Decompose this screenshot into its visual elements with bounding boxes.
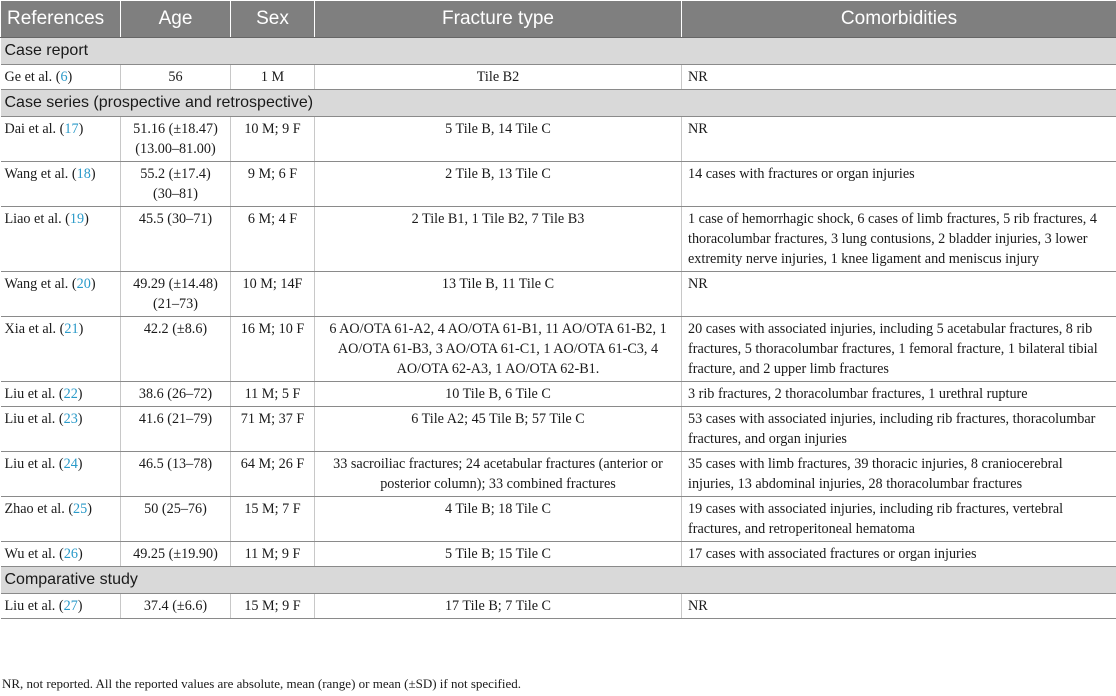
reference-cell <box>1 542 121 567</box>
fracture-type-cell: 2 Tile B1, 1 Tile B2, 7 Tile B3 <box>315 207 682 272</box>
header-sex: Sex <box>231 1 315 38</box>
header-comorbidities: Comorbidities <box>682 1 1116 38</box>
comorbidities-cell: NR <box>682 272 1116 317</box>
citation-link[interactable]: 17 <box>64 121 79 137</box>
table-footnote: NR, not reported. All the reported values are absolute, mean (range) or mean (±SD) if not specified. <box>2 676 522 691</box>
age-cell: 42.2 (±8.6) <box>121 317 231 382</box>
reference-author: Wang et al. ( <box>4 276 77 292</box>
section-row <box>1 38 1116 65</box>
reference-close-paren: ) <box>90 276 96 292</box>
age-cell: 49.29 (±14.48) (21–73) <box>121 272 231 317</box>
sex-cell: 9 M; 6 F <box>231 162 315 207</box>
table-row <box>1 407 1116 452</box>
age-cell: 50 (25–76) <box>121 497 231 542</box>
sex-cell: 15 M; 7 F <box>231 497 315 542</box>
table-row <box>1 117 1116 162</box>
citation-link[interactable]: 22 <box>63 386 78 402</box>
fracture-type-cell: 2 Tile B, 13 Tile C <box>315 162 682 207</box>
reference-author: Liu et al. ( <box>4 598 64 614</box>
reference-author: Liu et al. ( <box>4 386 64 402</box>
reference-author: Wang et al. ( <box>4 166 77 182</box>
citation-link[interactable]: 6 <box>60 69 68 85</box>
citation-link[interactable]: 23 <box>63 411 78 427</box>
table-row <box>1 207 1116 272</box>
reference-author: Ge et al. ( <box>4 69 61 85</box>
fracture-type-cell: 6 Tile A2; 45 Tile B; 57 Tile C <box>315 407 682 452</box>
sex-cell: 1 M <box>231 65 315 90</box>
sex-cell: 15 M; 9 F <box>231 594 315 619</box>
reference-cell <box>1 272 121 317</box>
fracture-type-cell: 6 AO/OTA 61-A2, 4 AO/OTA 61-B1, 11 AO/OTA 61-B2, 1 AO/OTA 61-B3, 3 AO/OTA 61-C1, 1 AO/OTA 61-C3, 4 AO/OTA 62-A3, 1 AO/OTA 62-B1. <box>315 317 682 382</box>
fracture-type-cell: 5 Tile B; 15 Tile C <box>315 542 682 567</box>
sex-cell: 6 M; 4 F <box>231 207 315 272</box>
fracture-type-cell: 5 Tile B, 14 Tile C <box>315 117 682 162</box>
reference-cell <box>1 162 121 207</box>
age-cell: 56 <box>121 65 231 90</box>
citation-link[interactable]: 20 <box>76 276 91 292</box>
citation-link[interactable]: 26 <box>63 546 78 562</box>
header-fracture-type: Fracture type <box>315 1 682 38</box>
section-title: Case series (prospective and retrospective) <box>1 90 1116 117</box>
reference-cell <box>1 317 121 382</box>
fracture-type-cell: 33 sacroiliac fractures; 24 acetabular fractures (anterior or posterior column); 33 combined fractures <box>315 452 682 497</box>
sex-cell: 64 M; 26 F <box>231 452 315 497</box>
reference-close-paren: ) <box>90 166 96 182</box>
sex-cell: 16 M; 10 F <box>231 317 315 382</box>
fracture-type-cell: 4 Tile B; 18 Tile C <box>315 497 682 542</box>
comorbidities-cell: 35 cases with limb fractures, 39 thoracic injuries, 8 craniocerebral injuries, 13 abdominal injuries, 28 thoracolumbar fractures <box>682 452 1116 497</box>
comorbidities-cell: NR <box>682 117 1116 162</box>
reference-author: Dai et al. ( <box>4 121 65 137</box>
reference-author: Liao et al. ( <box>4 211 70 227</box>
reference-close-paren: ) <box>77 456 83 472</box>
reference-cell <box>1 497 121 542</box>
reference-cell <box>1 594 121 619</box>
citation-link[interactable]: 19 <box>69 211 85 227</box>
reference-close-paren: ) <box>78 321 84 337</box>
header-references: References <box>1 1 121 38</box>
reference-author: Liu et al. ( <box>4 456 64 472</box>
reference-close-paren: ) <box>87 501 92 517</box>
reference-cell <box>1 117 121 162</box>
section-row <box>1 90 1116 117</box>
reference-close-paren: ) <box>67 69 73 85</box>
table-row <box>1 452 1116 497</box>
table-row <box>1 594 1116 619</box>
section-title: Comparative study <box>1 567 1116 594</box>
sex-cell: 11 M; 5 F <box>231 382 315 407</box>
reference-cell <box>1 65 121 90</box>
reference-cell <box>1 407 121 452</box>
citation-link[interactable]: 25 <box>73 501 88 517</box>
comorbidities-cell: NR <box>682 65 1116 90</box>
header-age: Age <box>121 1 231 38</box>
comorbidities-cell: 19 cases with associated injuries, including rib fractures, vertebral fractures, and retroperitoneal hematoma <box>682 497 1116 542</box>
age-cell: 37.4 (±6.6) <box>121 594 231 619</box>
table-row <box>1 382 1116 407</box>
reference-close-paren: ) <box>78 121 84 137</box>
fracture-type-cell: 10 Tile B, 6 Tile C <box>315 382 682 407</box>
comorbidities-cell: NR <box>682 594 1116 619</box>
age-cell: 51.16 (±18.47) (13.00–81.00) <box>121 117 231 162</box>
table-row <box>1 65 1116 90</box>
reference-close-paren: ) <box>77 411 83 427</box>
age-cell: 46.5 (13–78) <box>121 452 231 497</box>
citation-link[interactable]: 27 <box>63 598 78 614</box>
section-title: Case report <box>1 38 1116 65</box>
reference-close-paren: ) <box>84 211 89 227</box>
reference-author: Xia et al. ( <box>4 321 65 337</box>
citation-link[interactable]: 21 <box>64 321 79 337</box>
age-cell: 38.6 (26–72) <box>121 382 231 407</box>
reference-author: Zhao et al. ( <box>4 501 74 517</box>
reference-close-paren: ) <box>78 546 83 562</box>
table-row <box>1 497 1116 542</box>
comorbidities-cell: 17 cases with associated fractures or organ injuries <box>682 542 1116 567</box>
fracture-type-cell: 17 Tile B; 7 Tile C <box>315 594 682 619</box>
table-row <box>1 317 1116 382</box>
age-cell: 41.6 (21–79) <box>121 407 231 452</box>
comorbidities-cell: 3 rib fractures, 2 thoracolumbar fractures, 1 urethral rupture <box>682 382 1116 407</box>
table-row <box>1 542 1116 567</box>
fracture-type-cell: 13 Tile B, 11 Tile C <box>315 272 682 317</box>
age-cell: 45.5 (30–71) <box>121 207 231 272</box>
age-cell: 55.2 (±17.4) (30–81) <box>121 162 231 207</box>
table-row <box>1 162 1116 207</box>
reference-cell <box>1 382 121 407</box>
reference-author: Liu et al. ( <box>4 411 64 427</box>
reference-author: Wu et al. ( <box>4 546 64 562</box>
reference-cell <box>1 207 121 272</box>
sex-cell: 11 M; 9 F <box>231 542 315 567</box>
table-row <box>1 272 1116 317</box>
header-row <box>1 1 1116 38</box>
sex-cell: 71 M; 37 F <box>231 407 315 452</box>
reference-close-paren: ) <box>77 598 83 614</box>
sex-cell: 10 M; 14F <box>231 272 315 317</box>
citation-link[interactable]: 24 <box>63 456 78 472</box>
sex-cell: 10 M; 9 F <box>231 117 315 162</box>
comorbidities-cell: 1 case of hemorrhagic shock, 6 cases of limb fractures, 5 rib fractures, 4 thoracolumbar fractures, 3 lung contusions, 2 bladder injuries, 3 lower extremity nerve injuries, 1 knee ligament and meniscus injury <box>682 207 1116 272</box>
age-cell: 49.25 (±19.90) <box>121 542 231 567</box>
comorbidities-cell: 20 cases with associated injuries, including 5 acetabular fractures, 8 rib fractures, 5 thoracolumbar fractures, 1 femoral fracture, 1 bilateral tibial fracture, and 2 upper limb fractures <box>682 317 1116 382</box>
citation-link[interactable]: 18 <box>76 166 91 182</box>
comorbidities-cell: 53 cases with associated injuries, including rib fractures, thoracolumbar fractures, and organ injuries <box>682 407 1116 452</box>
reference-close-paren: ) <box>77 386 83 402</box>
comorbidities-cell: 14 cases with fractures or organ injuries <box>682 162 1116 207</box>
section-row <box>1 567 1116 594</box>
fracture-type-cell: Tile B2 <box>315 65 682 90</box>
reference-cell <box>1 452 121 497</box>
